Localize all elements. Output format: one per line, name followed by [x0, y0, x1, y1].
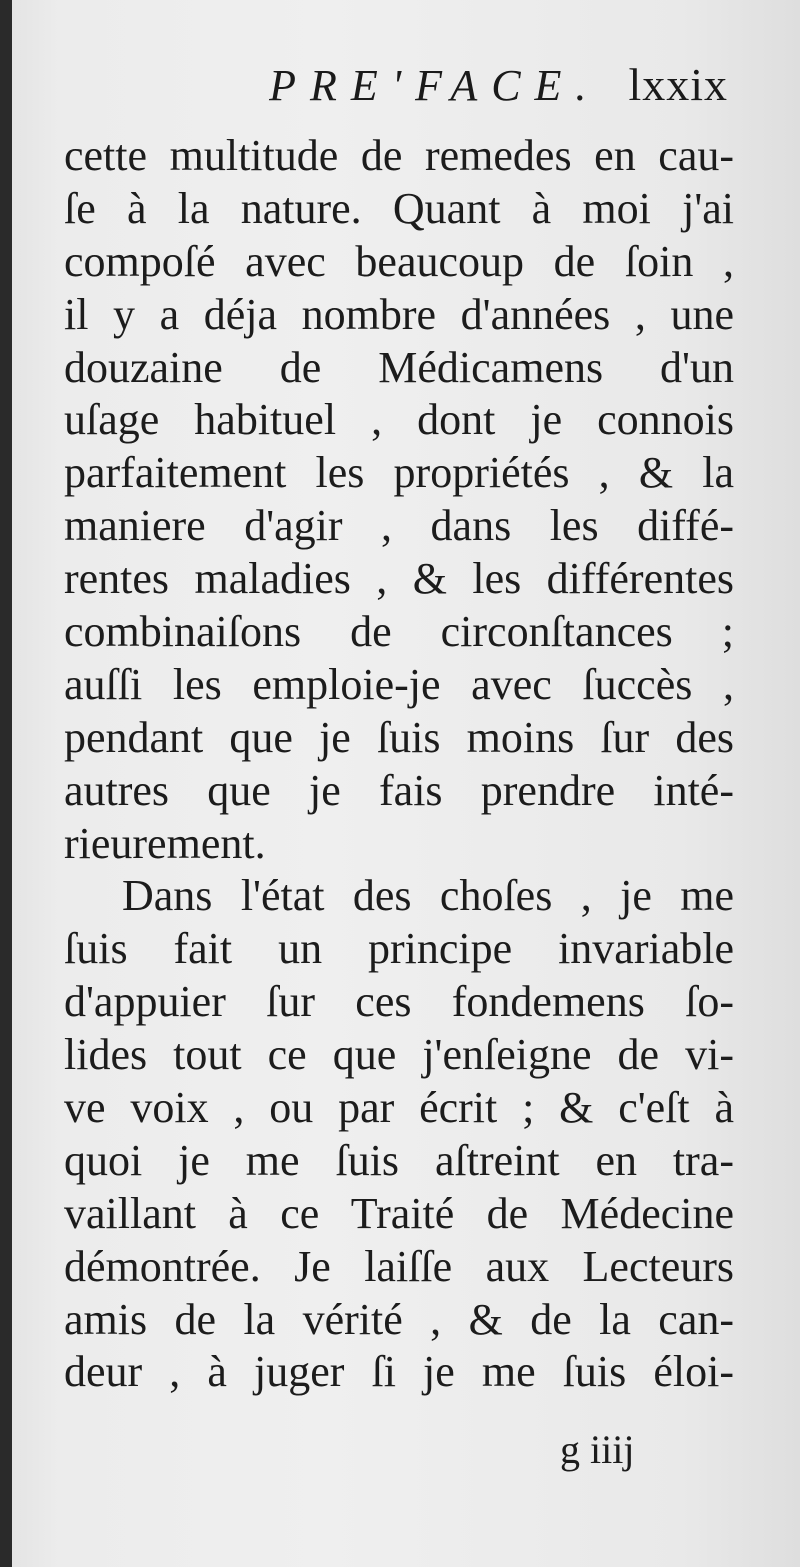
text-line: pendant que je ſuis moins ſur des — [64, 712, 734, 762]
text-line: lides tout ce que j'enſeigne de vi- — [64, 1030, 734, 1080]
text-line: uſage habituel , dont je connois — [64, 395, 734, 445]
text-line: rentes maladies , & les différentes — [64, 554, 734, 604]
page-number: lxxix — [628, 59, 728, 110]
text-line: combinaiſons de circonſtances ; — [64, 607, 734, 657]
text-line: auſſi les emploie-je avec ſuccès , — [64, 659, 734, 709]
body-text — [64, 130, 734, 1399]
text-line: parfaitement les propriétés , & la — [64, 448, 734, 498]
text-line: quoi je me ſuis aſtreint en tra- — [64, 1135, 734, 1185]
text-line: cette multitude de remedes en cau- — [64, 131, 734, 180]
text-line: maniere d'agir , dans les diffé- — [64, 501, 734, 551]
text-line: ſe à la nature. Quant à moi j'ai — [64, 183, 734, 233]
text-line: il y a déja nombre d'années , une — [64, 289, 734, 339]
text-line: démontrée. Je laiſſe aux Lecteurs — [64, 1241, 734, 1291]
running-head — [198, 58, 728, 120]
book-page — [12, 0, 800, 1567]
running-head-title: PRE'FACE. — [269, 61, 601, 110]
text-line: d'appuier ſur ces fondemens ſo- — [64, 977, 734, 1027]
text-line: amis de la vérité , & de la can- — [64, 1294, 734, 1344]
text-line: deur , à juger ſi je me ſuis éloi- — [64, 1347, 734, 1397]
text-line: autres que je fais prendre inté- — [64, 765, 734, 815]
text-line: compoſé avec beaucoup de ſoin , — [64, 236, 734, 286]
text-line: Dans l'état des choſes , je me — [122, 871, 734, 921]
text-line: ve voix , ou par écrit ; & c'eſt à — [64, 1083, 734, 1133]
signature-mark: g iiij — [560, 1427, 635, 1472]
text-line: douzaine de Médicamens d'un — [64, 342, 734, 392]
text-line: rieurement. — [64, 818, 266, 868]
text-line: ſuis fait un principe invariable — [64, 924, 734, 974]
text-line: vaillant à ce Traité de Médecine — [64, 1188, 734, 1238]
